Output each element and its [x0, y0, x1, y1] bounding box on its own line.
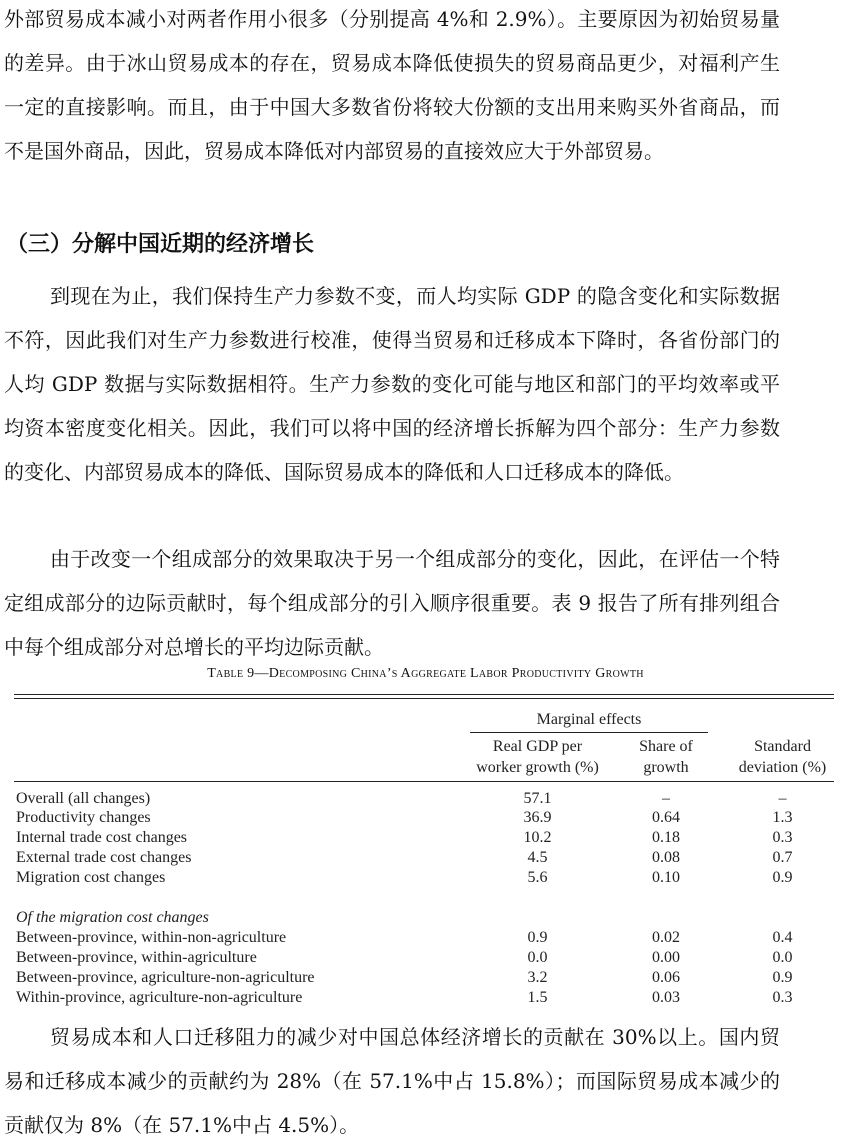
row-share: 0.02 — [652, 929, 680, 946]
row-label: External trade cost changes — [16, 849, 192, 866]
row-label: Between-province, within-non-agriculture — [16, 929, 287, 946]
table-caption: Table 9—Decomposing China’s Aggregate Labor Productivity Growth — [207, 666, 644, 681]
row-share: 0.18 — [652, 829, 680, 846]
table-top-rule — [14, 694, 834, 695]
row-sd: 0.7 — [772, 849, 793, 866]
row-sd: 0.0 — [772, 949, 793, 966]
col-header-sd-2: deviation (%) — [738, 759, 827, 776]
group-header: Marginal effects — [536, 711, 642, 728]
row-sd: 0.9 — [772, 869, 793, 886]
row-gdp: 36.9 — [523, 809, 552, 826]
row-sd: 0.4 — [772, 929, 793, 946]
row-share: 0.08 — [652, 849, 680, 866]
row-label: Productivity changes — [16, 809, 151, 826]
row-gdp: 57.1 — [523, 790, 552, 807]
row-label: Internal trade cost changes — [16, 829, 188, 846]
row-share: 0.64 — [652, 809, 680, 826]
row-share: 0.03 — [652, 989, 680, 1006]
col-header-sd-1: Standard — [754, 738, 811, 755]
section-heading: （三）分解中国近期的经济增长 — [6, 231, 315, 257]
row-gdp: 10.2 — [523, 829, 552, 846]
row-label: Between-province, agriculture-non-agriculture — [16, 969, 315, 986]
row-label: Within-province, agriculture-non-agriculture — [16, 989, 303, 1006]
row-gdp: 1.5 — [527, 989, 548, 1006]
row-label: Between-province, within-agriculture — [16, 949, 257, 966]
header-rule — [14, 781, 834, 782]
row-share: 0.10 — [652, 869, 680, 886]
group-header-rule — [470, 732, 708, 733]
table-subheader: Of the migration cost changes — [16, 909, 209, 926]
row-sd: 0.9 — [772, 969, 793, 986]
paragraph-decomposition: 到现在为止，我们保持生产力参数不变，而人均实际 GDP 的隐含变化和实际数据不符，因此我们对生产力参数进行校准，使得当贸易和迁移成本下降时，各省份部门的人均 GDP 数据与实际数据相符。生产力参数的变化可能与地区和部门的平均效率或平均资本密度变化相关。因此，我们可以将中国的经济增长拆解为四个部分：生产力参数的变化、内部贸易成本的降低、国际贸易成本的降低和人口迁移成本的降低。 — [4, 284, 780, 484]
row-share: 0.00 — [652, 949, 680, 966]
table-top-rule-2 — [14, 698, 834, 699]
row-gdp: 4.5 — [527, 849, 548, 866]
col-header-gdp-2: worker growth (%) — [476, 759, 599, 776]
col-header-share-2: growth — [643, 759, 689, 776]
row-sd: 0.3 — [772, 829, 793, 846]
col-header-gdp-1: Real GDP per — [492, 738, 583, 755]
paragraph-ordering: 由于改变一个组成部分的效果取决于另一个组成部分的变化，因此，在评估一个特定组成部分的边际贡献时，每个组成部分的引入顺序很重要。表 9 报告了所有排列组合中每个组成部分对总增长的平均边际贡献。 — [4, 547, 780, 659]
paragraph-intro: 外部贸易成本减小对两者作用小很多（分别提高 4%和 2.9%）。主要原因为初始贸易量的差异。由于冰山贸易成本的存在，贸易成本降低使损失的贸易商品更少，对福利产生一定的直接影响。而且，由于中国大多数省份将较大份额的支出用来购买外省商品，而不是国外商品，因此，贸易成本降低对内部贸易的直接效应大于外部贸易。 — [4, 7, 780, 163]
row-gdp: 0.0 — [527, 949, 548, 966]
row-sd: 0.3 — [772, 989, 793, 1006]
row-label: Migration cost changes — [16, 869, 166, 886]
row-share: 0.06 — [652, 969, 680, 986]
row-gdp: 5.6 — [527, 869, 548, 886]
col-header-share-1: Share of — [639, 738, 693, 755]
row-label: Overall (all changes) — [16, 790, 151, 807]
row-sd: – — [778, 790, 787, 807]
row-share: – — [662, 790, 670, 807]
row-sd: 1.3 — [772, 809, 793, 826]
row-gdp: 0.9 — [527, 929, 548, 946]
row-gdp: 3.2 — [527, 969, 548, 986]
paragraph-conclusion: 贸易成本和人口迁移阻力的减少对中国总体经济增长的贡献在 30%以上。国内贸易和迁移成本减少的贡献约为 28%（在 57.1%中占 15.8%）；而国际贸易成本减少的贡献仅为 8%（在 57.1%中占 4.5%）。 — [4, 1025, 780, 1137]
